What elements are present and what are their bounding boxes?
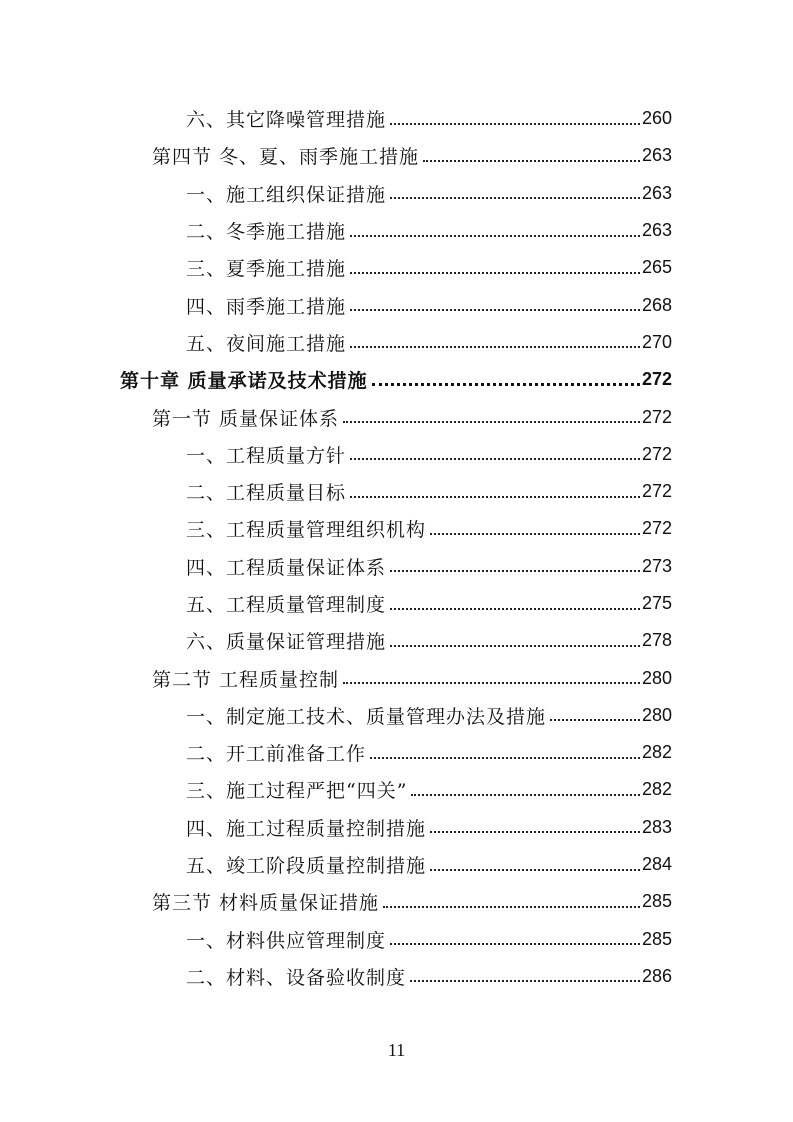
toc-entry-page: 263 — [641, 182, 672, 203]
toc-dot-leader — [390, 943, 640, 945]
toc-entry-page: 265 — [641, 257, 672, 278]
toc-dot-leader — [350, 272, 640, 274]
toc-entry-page: 272 — [641, 443, 672, 464]
toc-subsection-entry[interactable] — [0, 548, 793, 585]
toc-subsection-entry[interactable] — [0, 622, 793, 659]
toc-entry-title: 六、其它降噪管理措施 — [186, 105, 390, 132]
toc-entry-title: 第十章 质量承诺及技术措施 — [120, 366, 372, 393]
toc-dot-leader — [430, 831, 640, 833]
toc-subsection-entry[interactable] — [0, 585, 793, 622]
toc-dot-leader — [350, 496, 640, 498]
toc-entry-page: 272 — [641, 481, 672, 502]
toc-section-entry[interactable] — [0, 398, 793, 435]
toc-entry-page: 273 — [641, 555, 672, 576]
toc-subsection-entry[interactable] — [0, 771, 793, 808]
toc-subsection-entry[interactable] — [0, 697, 793, 734]
toc-entry-page: 263 — [641, 145, 672, 166]
toc-dot-leader — [390, 197, 640, 199]
toc-dot-leader — [383, 906, 640, 908]
toc-entry-title: 第一节 质量保证体系 — [152, 404, 343, 431]
toc-section-entry[interactable] — [0, 137, 793, 174]
toc-dot-leader — [350, 346, 640, 348]
toc-subsection-entry[interactable] — [0, 249, 793, 286]
toc-entry-title: 一、制定施工技术、质量管理办法及措施 — [186, 702, 550, 729]
toc-entry-page: 285 — [641, 928, 672, 949]
toc-subsection-entry[interactable] — [0, 809, 793, 846]
toc-entry-title: 四、施工过程质量控制措施 — [186, 814, 430, 841]
toc-entry-title: 五、夜间施工措施 — [186, 329, 350, 356]
toc-subsection-entry[interactable] — [0, 436, 793, 473]
toc-entry-title: 六、质量保证管理措施 — [186, 627, 390, 654]
toc-entry-page: 270 — [641, 331, 672, 352]
toc-entry-title: 五、工程质量管理制度 — [186, 590, 390, 617]
toc-subsection-entry[interactable] — [0, 100, 793, 137]
toc-entry-title: 二、工程质量目标 — [186, 478, 350, 505]
toc-chapter-entry[interactable] — [0, 361, 793, 398]
toc-dot-leader — [350, 235, 640, 237]
toc-dot-leader — [372, 383, 640, 386]
toc-dot-leader — [430, 869, 640, 871]
toc-entry-title: 四、工程质量保证体系 — [186, 553, 390, 580]
toc-entry-page: 275 — [641, 593, 672, 613]
toc-dot-leader — [350, 458, 640, 460]
toc-subsection-entry[interactable] — [0, 473, 793, 510]
toc-entry-page: 272 — [641, 369, 672, 390]
toc-dot-leader — [350, 309, 640, 311]
toc-entry-title: 三、施工过程严把“四关” — [186, 776, 411, 803]
toc-dot-leader — [423, 160, 640, 162]
toc-entry-page: 282 — [641, 742, 672, 763]
toc-dot-leader — [343, 682, 640, 684]
toc-dot-leader — [370, 757, 640, 759]
page-number: 11 — [387, 1040, 406, 1060]
toc-entry-title: 一、施工组织保证措施 — [186, 180, 390, 207]
toc-dot-leader — [550, 719, 640, 721]
toc-dot-leader — [390, 645, 640, 647]
toc-entry-title: 三、工程质量管理组织机构 — [186, 515, 430, 542]
toc-entry-page: 283 — [641, 816, 672, 837]
toc-dot-leader — [390, 608, 640, 610]
toc-entry-title: 一、材料供应管理制度 — [186, 926, 390, 953]
toc-subsection-entry[interactable] — [0, 846, 793, 883]
toc-section-entry[interactable] — [0, 883, 793, 920]
toc-entry-page: 278 — [641, 630, 672, 651]
toc-entry-page: 285 — [641, 891, 672, 912]
toc-subsection-entry[interactable] — [0, 286, 793, 323]
toc-entry-page: 284 — [641, 854, 672, 875]
toc-entry-title: 二、冬季施工措施 — [186, 217, 350, 244]
table-of-contents — [0, 100, 793, 995]
toc-subsection-entry[interactable] — [0, 324, 793, 361]
toc-dot-leader — [410, 980, 640, 982]
toc-entry-page: 268 — [641, 294, 672, 315]
toc-entry-page: 263 — [641, 220, 672, 241]
toc-section-entry[interactable] — [0, 659, 793, 696]
toc-entry-page: 286 — [641, 965, 672, 986]
toc-entry-page: 272 — [641, 406, 672, 427]
toc-subsection-entry[interactable] — [0, 921, 793, 958]
toc-entry-title: 五、竣工阶段质量控制措施 — [186, 851, 430, 878]
toc-subsection-entry[interactable] — [0, 212, 793, 249]
toc-entry-page: 280 — [641, 704, 672, 725]
toc-entry-page: 272 — [641, 518, 672, 539]
toc-entry-title: 一、工程质量方针 — [186, 441, 350, 468]
toc-entry-title: 四、雨季施工措施 — [186, 292, 350, 319]
toc-entry-page: 260 — [641, 108, 672, 129]
toc-dot-leader — [390, 123, 640, 125]
toc-subsection-entry[interactable] — [0, 175, 793, 212]
toc-dot-leader — [343, 421, 640, 423]
toc-subsection-entry[interactable] — [0, 510, 793, 547]
toc-entry-page: 282 — [641, 779, 672, 800]
toc-entry-title: 第二节 工程质量控制 — [152, 665, 343, 692]
toc-dot-leader — [390, 570, 640, 572]
toc-entry-title: 三、夏季施工措施 — [186, 254, 350, 281]
toc-dot-leader — [430, 533, 640, 535]
toc-entry-page: 280 — [641, 667, 672, 688]
toc-subsection-entry[interactable] — [0, 734, 793, 771]
toc-dot-leader — [411, 794, 640, 796]
toc-entry-title: 二、材料、设备验收制度 — [186, 963, 410, 990]
toc-subsection-entry[interactable] — [0, 958, 793, 995]
toc-entry-title: 第四节 冬、夏、雨季施工措施 — [152, 142, 423, 169]
toc-entry-title: 第三节 材料质量保证措施 — [152, 888, 383, 915]
toc-entry-title: 二、开工前准备工作 — [186, 739, 370, 766]
